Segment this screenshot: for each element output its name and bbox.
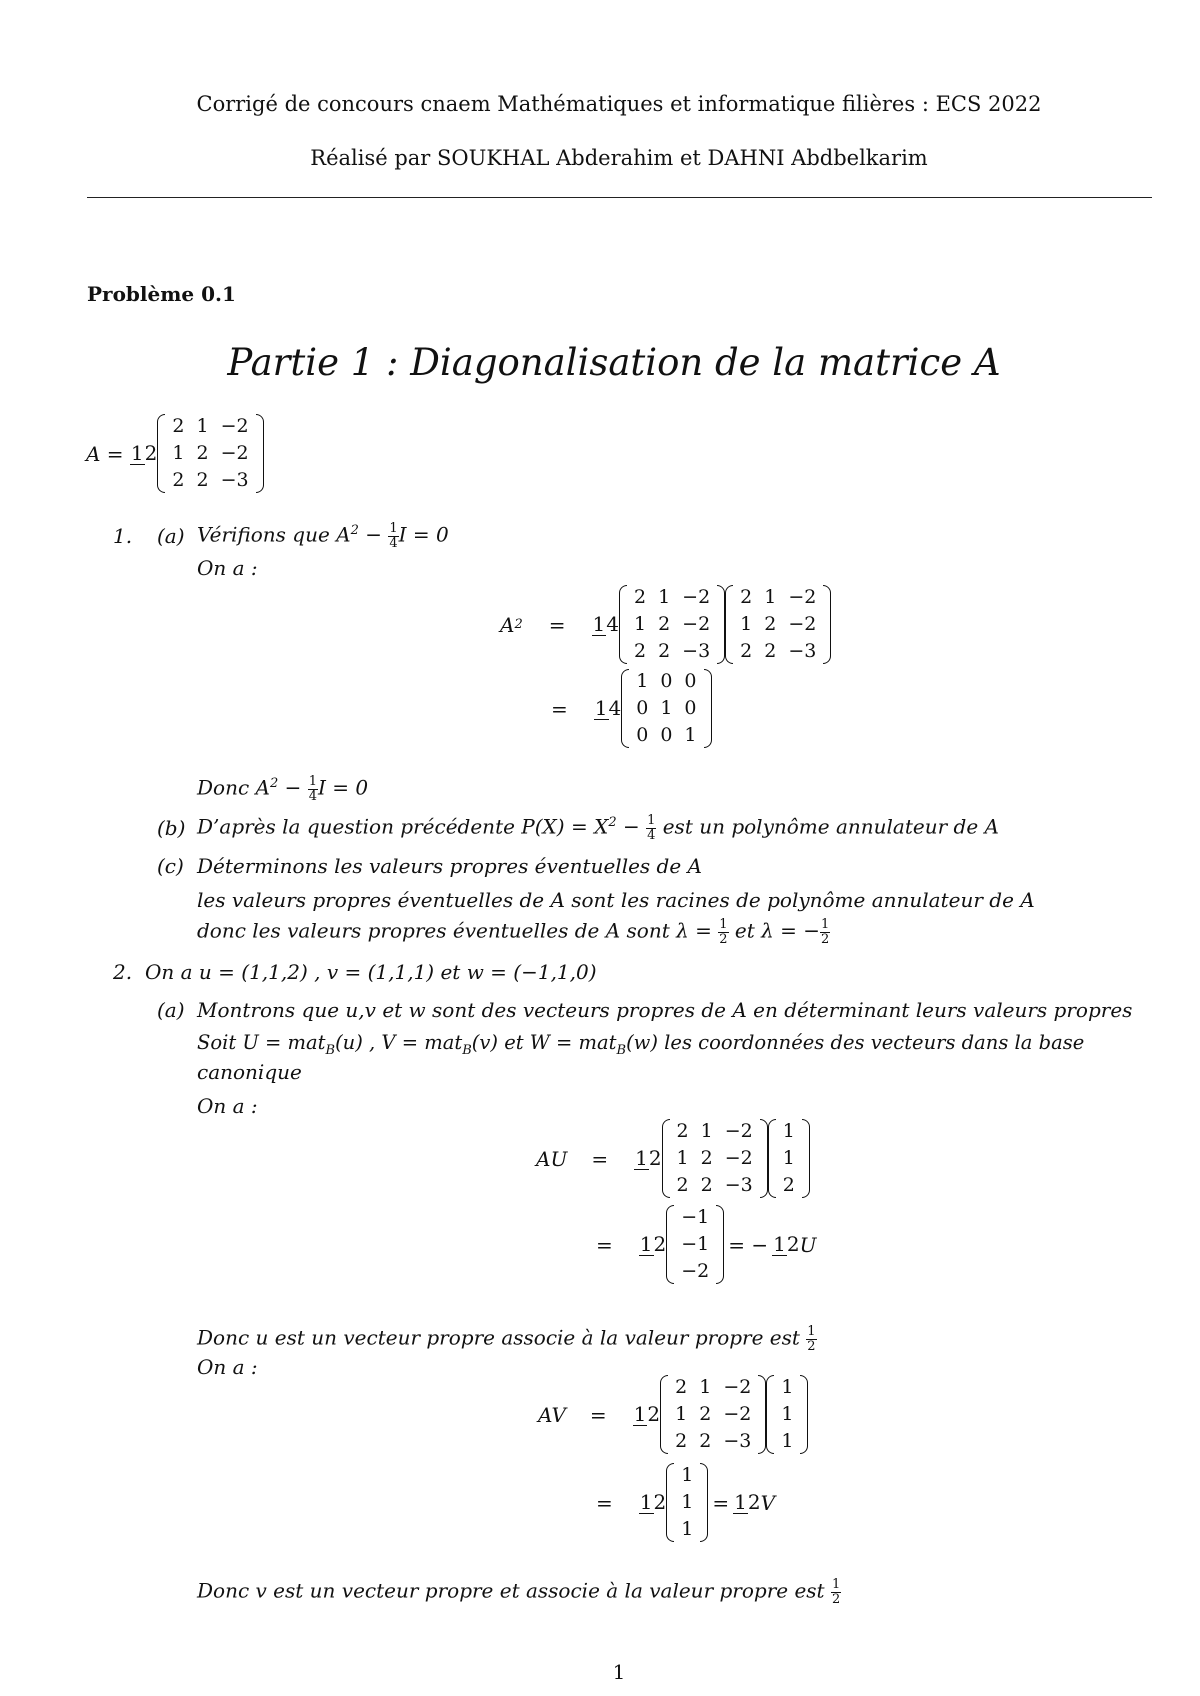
q2a-on-a: On a :	[197, 1094, 258, 1118]
q2a-label: (a)	[157, 998, 185, 1022]
matrix-A-copy2: 2 1 −2 1 2 −2 2 2 −3	[725, 584, 831, 665]
q1a-conclusion: Donc $A^2$ − $\frac{1}{4}$ I = 0	[197, 774, 369, 804]
q2a-on-a-2: On a :	[197, 1355, 258, 1379]
vector-u: 1 1 2	[768, 1118, 810, 1199]
q2a-conclusion-v: Donc v est un vecteur propre et associe à la valeur propre est $\frac{1}{2}$	[197, 1577, 841, 1607]
q1c-line2: les valeurs propres éventuelles de A sont les racines de polynôme annulateur de A	[197, 888, 1035, 912]
q1a-on-a: On a :	[197, 556, 258, 580]
vector-au-result: −1 −1 −2	[666, 1204, 724, 1285]
identity-matrix: 1 0 0 0 1 0 0 0 1	[621, 668, 711, 749]
q2a-line3: canonique	[197, 1060, 302, 1084]
q1-number: 1.	[113, 524, 133, 548]
au-line2: = 1 2 −1 −1 −2 = − 1 2 U	[596, 1204, 816, 1285]
q1a-label: (a)	[157, 524, 185, 548]
part-title: Partie 1 : Diagonalisation de la matrice A	[227, 341, 1001, 384]
page-number: 1	[612, 1660, 626, 1684]
q1c-label: (c)	[157, 854, 184, 878]
matrix-A-definition: A = 1 2 2 1 −2 1 2 −2 2 2 −3	[86, 413, 264, 494]
a-squared-line2: = 1 4 1 0 0 0 1 0 0 0 1	[551, 668, 712, 749]
vector-av-result: 1 1 1	[666, 1462, 708, 1543]
q1b-label: (b)	[157, 816, 186, 840]
header-rule	[87, 197, 1152, 198]
q2a-line2: Soit U = mat$_B$(u) , V = mat$_B$(v) et W = mat$_B$(w) les coordonnées des vecteurs dans la base	[197, 1031, 1085, 1058]
matrix-A-au: 2 1 −2 1 2 −2 2 2 −3	[662, 1118, 768, 1199]
matrix-A-lhs: A =	[86, 441, 124, 466]
q1b-text: D’après la question précédente $P(X) = X^2$ − $\frac{1}{4}$ est un polynôme annulateur de A	[197, 813, 999, 843]
matrix-A-copy1: 2 1 −2 1 2 −2 2 2 −3	[619, 584, 725, 665]
q2-intro: On a u = (1,1,2) , v = (1,1,1) et w = (−1,1,0)	[145, 960, 597, 984]
header-authors: Réalisé par SOUKHAL Abderahim et DAHNI Abdbelkarim	[310, 146, 928, 170]
av-line2: = 1 2 1 1 1 = 1 2 V	[596, 1462, 775, 1543]
q2a-conclusion-u: Donc u est un vecteur propre associe à la valeur propre est $\frac{1}{2}$	[197, 1324, 816, 1354]
au-line1: AU = 1 2 2 1 −2 1 2 −2 2 2 −3 1 1 2	[536, 1118, 810, 1199]
matrix-A-av: 2 1 −2 1 2 −2 2 2 −3	[660, 1374, 766, 1455]
q2a-line1: Montrons que u,v et w sont des vecteurs propres de A en déterminant leurs valeurs propres	[197, 998, 1133, 1022]
av-line1: AV = 1 2 2 1 −2 1 2 −2 2 2 −3 1 1 1	[538, 1374, 808, 1455]
header-title: Corrigé de concours cnaem Mathématiques et informatique filières : ECS 2022	[196, 92, 1042, 116]
a-squared-line1: A 2 = 1 4 2 1 −2 1 2 −2 2 2 −3 2 1 −2 1 2 −2 2 2 −3	[500, 584, 831, 665]
q1c-text: Déterminons les valeurs propres éventuelles de A	[197, 854, 702, 878]
vector-v: 1 1 1	[766, 1374, 808, 1455]
q1a-text: Vérifions que $A^2$ − $\frac{1}{4}$ I = 0	[197, 521, 449, 551]
problem-label: Problème 0.1	[87, 282, 236, 306]
q2-number: 2.	[113, 960, 133, 984]
q1c-line3: donc les valeurs propres éventuelles de A sont λ = $\frac{1}{2}$ et λ = − $\frac{1}{2}$	[197, 917, 830, 947]
matrix-A: 2 1 −2 1 2 −2 2 2 −3	[157, 413, 263, 494]
